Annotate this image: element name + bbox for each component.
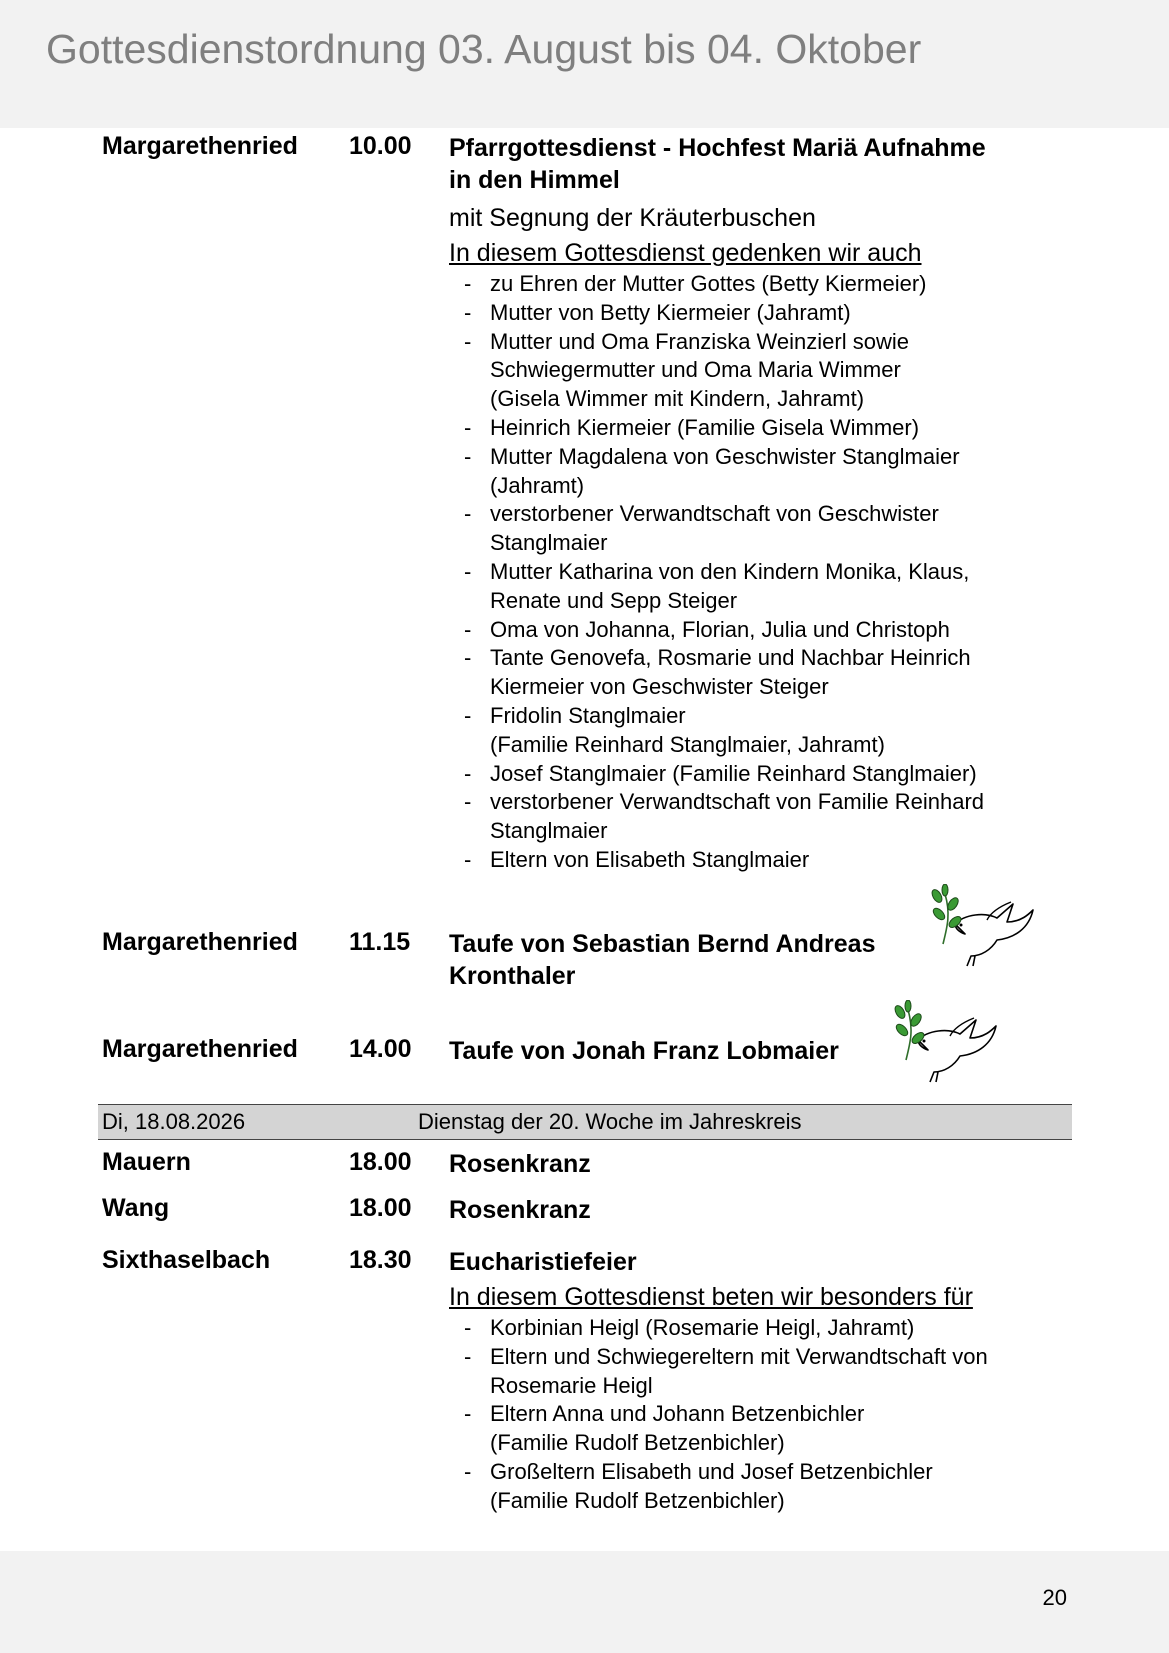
intention-item (449, 299, 1089, 328)
intention-line: - Heinrich Kiermeier (Familie Gisela Wimmer) (490, 414, 920, 440)
day-date: Di, 18.08.2026 (102, 1109, 246, 1134)
service-entry (102, 132, 1072, 882)
service-description (449, 1194, 1089, 1226)
intention-item (449, 846, 1089, 875)
service-time: 10.00 (349, 132, 412, 160)
intention-line: - Mutter und Oma Franziska Weinzierl sowie (490, 328, 909, 354)
service-entry (102, 1246, 1072, 1526)
service-title: Rosenkranz (449, 1196, 591, 1224)
intention-item (449, 270, 1089, 299)
footer-band (0, 1551, 1169, 1653)
intention-line: - zu Ehren der Mutter Gottes (Betty Kiermeier) (490, 271, 927, 296)
intention-line: Renate und Sepp Steiger (490, 587, 738, 613)
service-location: Wang (102, 1194, 170, 1222)
intention-line: - Mutter Magdalena von Geschwister Stanglmaier (490, 443, 960, 469)
service-time: 11.15 (349, 928, 411, 956)
service-time: 14.00 (349, 1035, 412, 1063)
intention-line: - Großeltern Elisabeth und Josef Betzenbichler (490, 1458, 933, 1484)
service-description (449, 132, 1089, 875)
service-subtitle: mit Segnung der Kräuterbuschen (449, 204, 816, 232)
service-time: 18.30 (349, 1246, 412, 1274)
intention-line: (Jahramt) (490, 472, 585, 498)
intention-line: - Oma von Johanna, Florian, Julia und Christoph (490, 616, 950, 642)
service-time: 18.00 (349, 1194, 412, 1222)
day-header-bar (98, 1104, 1072, 1140)
service-description (449, 1148, 1089, 1180)
intention-item (449, 1343, 1089, 1401)
intention-line: Stanglmaier (490, 818, 608, 844)
service-entry (102, 1148, 1072, 1182)
intentions-list (449, 270, 1089, 875)
service-location: Margarethenried (102, 928, 298, 956)
intention-line: Kiermeier von Geschwister Steiger (490, 674, 829, 700)
intention-line: - Tante Genovefa, Rosmarie und Nachbar Heinrich (490, 645, 971, 671)
intention-line: - Korbinian Heigl (Rosemarie Heigl, Jahramt) (490, 1315, 915, 1340)
intention-line: - Eltern von Elisabeth Stanglmaier (490, 846, 810, 872)
intention-item (449, 1314, 1089, 1343)
intention-line: (Gisela Wimmer mit Kindern, Jahramt) (490, 386, 865, 412)
intention-item (449, 414, 1089, 443)
intention-item (449, 500, 1089, 558)
service-title-line: Kronthaler (449, 962, 576, 990)
service-title-line: Taufe von Sebastian Bernd Andreas (449, 930, 876, 958)
service-location: Sixthaselbach (102, 1246, 271, 1274)
service-title: Taufe von Jonah Franz Lobmaier (449, 1037, 839, 1065)
service-title: Eucharistiefeier (449, 1248, 637, 1276)
dove-with-olive-branch-icon (925, 884, 1035, 972)
intention-line: (Familie Rudolf Betzenbichler) (490, 1487, 785, 1513)
intentions-list (449, 1314, 1089, 1516)
service-location: Mauern (102, 1148, 191, 1176)
intention-line: - verstorbener Verwandtschaft von Familie Reinhard (490, 789, 985, 815)
intention-item (449, 616, 1089, 645)
intention-item (449, 558, 1089, 616)
intention-item (449, 1400, 1089, 1458)
intention-item (449, 702, 1089, 760)
intention-line: Schwiegermutter und Oma Maria Wimmer (490, 357, 901, 383)
service-time: 18.00 (349, 1148, 412, 1176)
intention-line: - Mutter von Betty Kiermeier (Jahramt) (490, 299, 851, 325)
day-liturgical-name: Dienstag der 20. Woche im Jahreskreis (418, 1109, 802, 1134)
intention-item (449, 788, 1089, 846)
service-location: Margarethenried (102, 132, 298, 160)
intention-line: - Fridolin Stanglmaier (490, 702, 686, 728)
dove-with-olive-branch-icon (888, 1000, 998, 1088)
intentions-heading: In diesem Gottesdienst beten wir besonders für (449, 1283, 973, 1311)
intention-line: (Familie Rudolf Betzenbichler) (490, 1430, 785, 1456)
service-title: Rosenkranz (449, 1150, 591, 1178)
service-title (449, 132, 1089, 196)
service-description (449, 1246, 1089, 1516)
service-entry (102, 1194, 1072, 1228)
intention-line: - Mutter Katharina von den Kindern Monika, Klaus, (490, 558, 970, 584)
intention-item (449, 328, 1089, 414)
intention-line: - Eltern Anna und Johann Betzenbichler (490, 1401, 865, 1427)
intention-item (449, 1458, 1089, 1516)
intention-line: - verstorbener Verwandtschaft von Geschwister (490, 501, 939, 527)
intention-line: (Familie Reinhard Stanglmaier, Jahramt) (490, 731, 885, 757)
page-title: Gottesdienstordnung 03. August bis 04. Oktober (46, 26, 922, 72)
service-location: Margarethenried (102, 1035, 298, 1063)
intention-item (449, 443, 1089, 501)
intention-line: - Eltern und Schwiegereltern mit Verwandtschaft von (490, 1343, 988, 1369)
intentions-heading: In diesem Gottesdienst gedenken wir auch (449, 239, 922, 267)
page-number: 20 (1042, 1585, 1067, 1610)
intention-line: - Josef Stanglmaier (Familie Reinhard Stanglmaier) (490, 760, 977, 786)
intention-item (449, 760, 1089, 789)
intention-line: Stanglmaier (490, 530, 608, 556)
service-title-line: in den Himmel (449, 166, 620, 194)
service-title-line: Pfarrgottesdienst - Hochfest Mariä Aufnahme (449, 134, 986, 162)
intention-item (449, 644, 1089, 702)
intention-line: Rosemarie Heigl (490, 1372, 653, 1398)
